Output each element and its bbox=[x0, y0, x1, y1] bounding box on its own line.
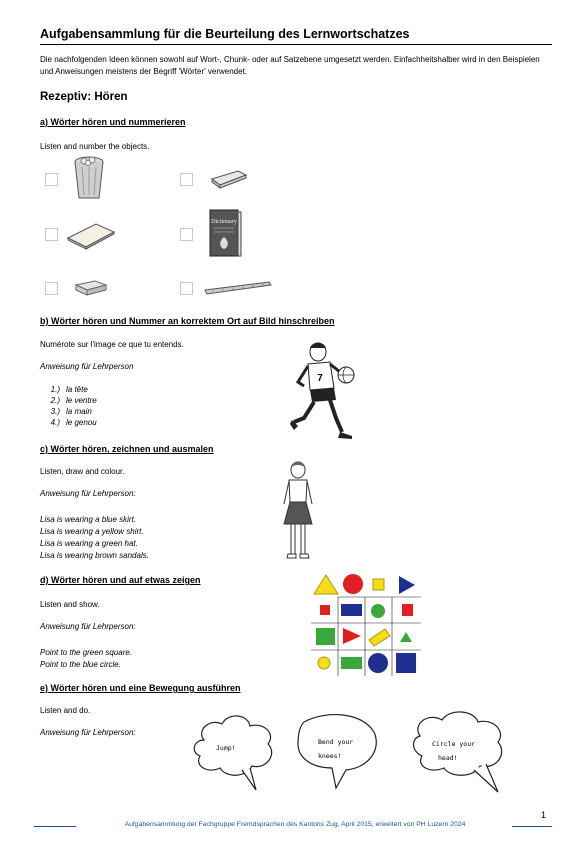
checkbox-dictionary[interactable] bbox=[180, 228, 193, 241]
checkbox-ruler[interactable] bbox=[180, 282, 193, 295]
yellow-triangle bbox=[314, 575, 338, 594]
list-item: 1.) la tête bbox=[50, 385, 88, 394]
notepad-image bbox=[66, 220, 116, 250]
lisa-instructions bbox=[40, 514, 149, 562]
blue-circle bbox=[368, 653, 388, 673]
teacher-label-d: Anweisung für Lehrperson: bbox=[40, 622, 136, 631]
list-item: 2.) le ventre bbox=[50, 396, 97, 405]
basketball-player-image bbox=[290, 338, 362, 442]
eraser-image bbox=[208, 167, 248, 189]
instruction-e: Listen and do. bbox=[40, 706, 91, 715]
bubble-2-line1: Bend your bbox=[318, 738, 354, 746]
page-number: 1 bbox=[541, 810, 547, 820]
red-square bbox=[402, 604, 413, 616]
title-divider bbox=[40, 44, 552, 45]
instruction-b: Numérote sur l'image ce que tu entends. bbox=[40, 340, 184, 349]
shape-instructions bbox=[40, 647, 132, 671]
speech-bubbles bbox=[186, 710, 520, 796]
wastebasket-image bbox=[72, 155, 106, 201]
green-square bbox=[316, 628, 335, 645]
footer-rule-left bbox=[34, 826, 76, 827]
footer-text: Aufgabensammlung der Fachgruppe Fremdsprachen des Kantons Zug, April 2015, erweitert von PH Luzern 2024 bbox=[124, 821, 466, 828]
jersey-number: 7 bbox=[317, 373, 323, 384]
checkbox-notepad[interactable] bbox=[45, 228, 58, 241]
checkbox-sponge[interactable] bbox=[45, 282, 58, 295]
blue-triangle bbox=[399, 576, 415, 594]
list-item: 3.) la main bbox=[50, 407, 92, 416]
footer-rule-right bbox=[512, 826, 552, 827]
list-item: Lisa is wearing a green hat. bbox=[40, 539, 138, 548]
teacher-label-e: Anweisung für Lehrperson: bbox=[40, 728, 136, 737]
heading-d: d) Wörter hören und auf etwas zeigen bbox=[40, 575, 201, 585]
ruler-image bbox=[203, 280, 273, 298]
heading-a: a) Wörter hören und nummerieren bbox=[40, 117, 186, 127]
instruction-d: Listen and show. bbox=[40, 600, 100, 609]
list-item: Point to the green square. bbox=[40, 648, 133, 657]
heading-c: c) Wörter hören, zeichnen und ausmalen bbox=[40, 444, 214, 454]
bubble-1-line1: Jump! bbox=[216, 744, 236, 752]
checkbox-eraser[interactable] bbox=[180, 173, 193, 186]
intro-paragraph: Die nachfolgenden Ideen können sowohl auf Wort-, Chunk- oder auf Satzebene umgesetzt werden. Einfachheitshalber wird in den Beispielen und Anweisungen meistens der Begriff 'Wörter' verwendet. bbox=[40, 55, 540, 76]
yellow-circle bbox=[318, 657, 330, 669]
sponge-image bbox=[73, 277, 109, 297]
yellow-parallelogram bbox=[369, 629, 390, 646]
shapes-grid bbox=[311, 570, 421, 680]
instruction-a: Listen and number the objects. bbox=[40, 142, 150, 151]
section-heading: Rezeptiv: Hören bbox=[40, 91, 128, 103]
green-circle bbox=[371, 604, 385, 618]
girl-outline-image bbox=[276, 458, 320, 566]
heading-e: e) Wörter hören und eine Bewegung ausführen bbox=[40, 683, 241, 693]
yellow-square bbox=[373, 579, 384, 590]
dictionary-image bbox=[207, 207, 243, 259]
dictionary-label: Dictionary bbox=[211, 219, 237, 225]
green-triangle bbox=[400, 632, 412, 642]
red-circle bbox=[343, 574, 363, 594]
blue-square bbox=[396, 653, 416, 673]
list-item: Lisa is wearing a yellow shirt. bbox=[40, 527, 144, 536]
blue-rectangle bbox=[341, 604, 362, 616]
checkbox-wastebasket[interactable] bbox=[45, 173, 58, 186]
heading-b: b) Wörter hören und Nummer an korrektem Ort auf Bild hinschreiben bbox=[40, 316, 335, 326]
teacher-label-b: Anweisung für Lehrperson bbox=[40, 362, 134, 371]
list-item: Lisa is wearing a blue skirt. bbox=[40, 515, 137, 524]
bubble-2-line2: knees! bbox=[318, 752, 342, 760]
red-triangle bbox=[343, 628, 361, 644]
bubble-3-line1: Circle your bbox=[432, 740, 476, 748]
instruction-c: Listen, draw and colour. bbox=[40, 467, 125, 476]
teacher-label-c: Anweisung für Lehrperson: bbox=[40, 489, 136, 498]
bubble-3-line2: head! bbox=[438, 754, 458, 762]
page-title: Aufgabensammlung für die Beurteilung des Lernwortschatzes bbox=[40, 27, 410, 41]
list-item: 4.) le genou bbox=[50, 418, 97, 427]
green-rectangle bbox=[341, 657, 362, 669]
body-parts-list bbox=[40, 384, 97, 428]
list-item: Point to the blue circle. bbox=[40, 660, 121, 669]
list-item: Lisa is wearing brown sandals. bbox=[40, 551, 149, 560]
red-square bbox=[320, 605, 330, 615]
